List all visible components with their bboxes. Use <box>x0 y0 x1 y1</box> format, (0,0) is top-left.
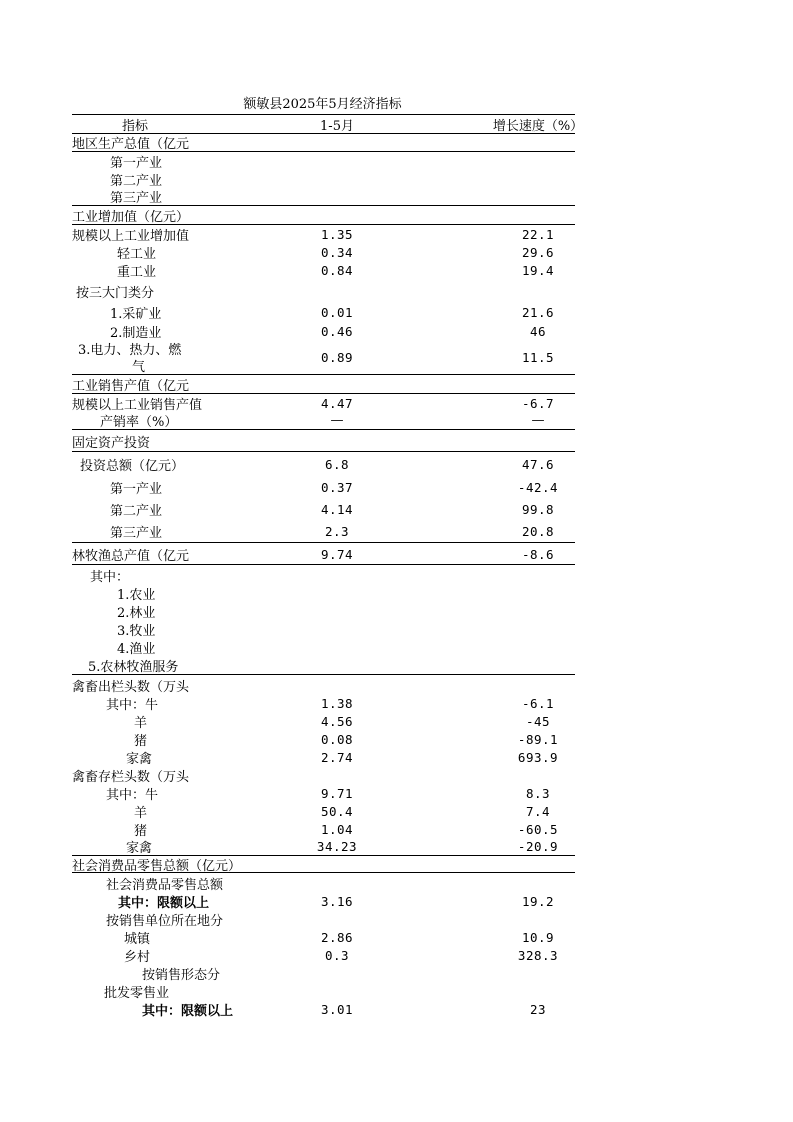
row-label: 第三产业 <box>110 191 163 206</box>
row-label: 投资总额（亿元） <box>80 458 185 474</box>
table-row <box>72 152 575 170</box>
table-row <box>72 638 575 656</box>
table-row <box>72 964 575 982</box>
row-label: 猪 <box>134 733 148 749</box>
table-row <box>72 133 575 152</box>
value-cell: 3.16 <box>320 893 354 909</box>
table-row <box>72 784 575 802</box>
table-row <box>72 766 575 784</box>
growth-cell: 19.2 <box>521 893 555 909</box>
row-label: 其中： <box>90 569 130 585</box>
value-cell: 1.35 <box>320 226 354 242</box>
value-cell: 50.4 <box>320 803 354 819</box>
row-label: 其中：限额以上 <box>118 895 210 911</box>
table-row <box>72 874 575 892</box>
row-label: 第二产业 <box>110 173 163 189</box>
row-label: 2.林业 <box>117 605 156 621</box>
value-cell: — <box>330 413 344 428</box>
value-cell: 0.01 <box>320 305 354 320</box>
row-label: 羊 <box>134 715 148 731</box>
table-row <box>72 322 575 340</box>
row-label: 批发零售业 <box>104 985 170 1001</box>
row-label: 第三产业 <box>110 526 163 541</box>
row-label: 家禽 <box>126 841 153 856</box>
table-row <box>72 584 575 602</box>
growth-cell: — <box>531 413 545 428</box>
row-label: 1.农业 <box>117 587 156 603</box>
table-row <box>72 602 575 620</box>
growth-cell: -45 <box>525 713 551 729</box>
table-row <box>72 340 575 375</box>
row-label: 乡村 <box>124 949 151 965</box>
table-row <box>72 892 575 910</box>
row-label: 轻工业 <box>117 246 157 262</box>
row-label: 其中：牛 <box>106 697 159 713</box>
table-row <box>72 394 575 412</box>
value-cell: 2.74 <box>320 749 354 765</box>
growth-cell: 20.8 <box>521 524 555 539</box>
growth-cell: 99.8 <box>521 501 555 517</box>
table-row <box>72 225 575 243</box>
table-row <box>72 694 575 712</box>
row-label: 规模以上工业销售产值 <box>72 397 203 413</box>
table-row <box>72 982 575 1000</box>
table-row <box>72 820 575 838</box>
table-row <box>72 676 575 694</box>
table-row <box>72 499 575 519</box>
table-row <box>72 188 575 206</box>
table-row <box>72 928 575 946</box>
row-label: 第二产业 <box>110 503 163 519</box>
growth-cell: 47.6 <box>521 456 555 472</box>
header-growth: 增长速度（%） <box>492 118 584 134</box>
row-label: 2.制造业 <box>110 325 162 341</box>
growth-cell: -42.4 <box>517 479 559 495</box>
value-cell: 4.14 <box>320 501 354 517</box>
table-row <box>72 521 575 543</box>
growth-cell: 8.3 <box>525 785 551 801</box>
value-cell: 34.23 <box>316 839 358 854</box>
row-label: 固定资产投资 <box>72 435 151 451</box>
row-label: 禽畜出栏头数（万头 <box>72 679 190 695</box>
row-label: 第一产业 <box>110 155 163 171</box>
growth-cell: -89.1 <box>517 731 559 747</box>
row-label: 林牧渔总产值（亿元 <box>72 548 190 564</box>
row-label: 社会消费品零售总额 <box>106 877 224 893</box>
row-label: 其中：限额以上 <box>142 1003 234 1019</box>
row-label: 猪 <box>134 823 148 839</box>
table-row <box>72 477 575 497</box>
value-cell: 1.04 <box>320 821 354 837</box>
row-label: 按销售形态分 <box>142 967 221 983</box>
value-cell: 0.84 <box>320 262 354 278</box>
growth-cell: -6.1 <box>521 695 555 711</box>
value-cell: 0.3 <box>324 947 350 963</box>
value-cell: 9.74 <box>320 546 354 562</box>
growth-cell: 29.6 <box>521 244 555 260</box>
table-row <box>72 303 575 322</box>
table-row <box>72 712 575 730</box>
table-row <box>72 1000 575 1018</box>
growth-cell: -8.6 <box>521 546 555 562</box>
row-label: 按三大门类分 <box>76 285 155 301</box>
table-row <box>72 454 575 474</box>
table-row <box>72 170 575 188</box>
table-row <box>72 544 575 565</box>
row-label-line-1: 3.电力、热力、燃 <box>78 343 182 358</box>
growth-cell: 21.6 <box>521 305 555 320</box>
value-cell: 4.56 <box>320 713 354 729</box>
row-label: 羊 <box>134 805 148 821</box>
value-cell: 0.37 <box>320 479 354 495</box>
table-row <box>72 730 575 748</box>
row-label: 城镇 <box>124 931 151 947</box>
value-cell: 9.71 <box>320 785 354 801</box>
value-cell: 0.34 <box>320 244 354 260</box>
value-cell: 3.01 <box>320 1001 354 1017</box>
row-label: 工业增加值（亿元） <box>72 209 190 225</box>
row-label <box>78 342 208 374</box>
row-label: 1.采矿业 <box>110 307 162 322</box>
table-row <box>72 412 575 430</box>
row-label: 其中：牛 <box>106 787 159 803</box>
table-row <box>72 431 575 452</box>
growth-cell: -6.7 <box>521 395 555 411</box>
growth-cell: 23 <box>529 1001 547 1017</box>
row-label: 4.渔业 <box>117 641 156 657</box>
value-cell: 2.86 <box>320 929 354 945</box>
header-row <box>72 114 584 134</box>
table-row <box>72 802 575 820</box>
table-row <box>72 838 575 856</box>
table-row <box>72 281 575 301</box>
row-label: 禽畜存栏头数（万头 <box>72 769 190 785</box>
header-period: 1-5月 <box>320 118 354 134</box>
row-label: 产销率（%） <box>100 415 178 430</box>
growth-cell: 7.4 <box>525 803 551 819</box>
row-label: 第一产业 <box>110 481 163 497</box>
growth-cell: 693.9 <box>517 749 559 765</box>
value-cell: 6.8 <box>324 456 350 472</box>
table-row <box>72 206 575 225</box>
value-cell: 1.38 <box>320 695 354 711</box>
header-indicator: 指标 <box>122 118 149 134</box>
row-label: 地区生产总值（亿元 <box>72 136 190 152</box>
table-row <box>72 566 575 584</box>
row-label: 家禽 <box>126 751 153 767</box>
row-label: 重工业 <box>117 264 157 280</box>
table-row <box>72 946 575 964</box>
value-cell: 0.08 <box>320 731 354 747</box>
growth-cell: 22.1 <box>521 226 555 242</box>
table-row <box>72 656 575 675</box>
growth-cell: 19.4 <box>521 262 555 278</box>
table-row <box>72 261 575 279</box>
row-label: 规模以上工业增加值 <box>72 228 190 244</box>
value-cell: 0.89 <box>320 349 354 365</box>
growth-cell: -60.5 <box>517 821 559 837</box>
value-cell: 4.47 <box>320 395 354 411</box>
table-row <box>72 620 575 638</box>
row-label: 工业销售产值（亿元 <box>72 379 190 394</box>
row-label-line-2: 气 <box>132 360 146 375</box>
row-label: 社会消费品零售总额（亿元） <box>72 858 242 874</box>
table-title: 额敏县2025年5月经济指标 <box>243 97 402 112</box>
row-label: 5.农林牧渔服务 <box>88 659 179 675</box>
growth-cell: 46 <box>529 323 547 339</box>
table-row <box>72 748 575 766</box>
growth-cell: 10.9 <box>521 929 555 945</box>
table-row <box>72 856 575 873</box>
growth-cell: 328.3 <box>517 947 559 963</box>
table-row <box>72 243 575 261</box>
table-row <box>72 910 575 928</box>
value-cell: 2.3 <box>324 524 350 539</box>
row-label: 3.牧业 <box>117 623 156 639</box>
value-cell: 0.46 <box>320 323 354 339</box>
table-row <box>72 376 575 394</box>
row-label: 按销售单位所在地分 <box>106 913 224 929</box>
growth-cell: -20.9 <box>517 839 559 854</box>
growth-cell: 11.5 <box>521 349 555 365</box>
